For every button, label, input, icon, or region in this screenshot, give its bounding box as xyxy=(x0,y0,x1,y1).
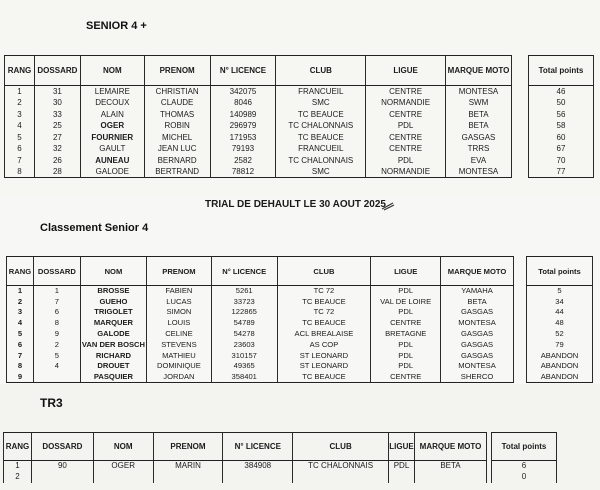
licence-cell: 79193 xyxy=(210,143,276,155)
rank-cell: 3 xyxy=(5,109,35,121)
bib-cell: 26 xyxy=(34,155,80,167)
table-row xyxy=(7,286,514,297)
league-cell: PDL xyxy=(366,155,446,167)
club-cell: ST LEONARD xyxy=(277,350,371,361)
licence-cell: 384908 xyxy=(223,461,293,472)
bib-cell: 1 xyxy=(33,286,80,297)
first-name-cell: MICHEL xyxy=(144,132,210,144)
last-name-cell: GUEHO xyxy=(80,296,146,307)
last-name-cell: GALODE xyxy=(80,166,144,178)
points-row xyxy=(529,132,594,144)
table-row xyxy=(7,350,514,361)
first-name-cell: FABIEN xyxy=(147,286,212,297)
bike-brand-cell: BETA xyxy=(441,296,514,307)
first-name-cell: CLAUDE xyxy=(144,97,210,109)
total-points-cell: 77 xyxy=(529,166,594,178)
last-name-cell: GAULT xyxy=(80,143,144,155)
total-points-cell: 46 xyxy=(529,86,594,98)
last-name-cell xyxy=(93,472,153,483)
licence-cell: 122865 xyxy=(211,307,277,318)
league-cell xyxy=(389,472,415,483)
table-row xyxy=(5,86,512,98)
last-name-cell: RICHARD xyxy=(80,350,146,361)
points-header: Total points xyxy=(492,433,557,461)
total-points-cell: 52 xyxy=(527,329,593,340)
total-points-cell: ABANDON xyxy=(527,350,593,361)
total-points-cell: 6 xyxy=(492,461,557,472)
club-cell: TC 72 xyxy=(277,286,371,297)
bike-brand-cell: GASGAS xyxy=(445,132,511,144)
total-points-cell: 48 xyxy=(527,318,593,329)
total-points-cell: 79 xyxy=(527,339,593,350)
bib-cell xyxy=(31,472,93,483)
first-name-cell: LUCAS xyxy=(147,296,212,307)
licence-cell: 358401 xyxy=(211,372,277,383)
rank-cell: 3 xyxy=(7,307,34,318)
handwritten-correction-mark xyxy=(381,201,395,211)
bib-cell: 27 xyxy=(34,132,80,144)
points-row xyxy=(529,155,594,167)
rank-cell: 7 xyxy=(5,155,35,167)
bib-cell: 33 xyxy=(34,109,80,121)
total-points-cell: 60 xyxy=(529,132,594,144)
column-header-club: CLUB xyxy=(277,257,371,286)
first-name-cell: LOUIS xyxy=(147,318,212,329)
rank-cell: 2 xyxy=(7,296,34,307)
last-name-cell: ALAIN xyxy=(80,109,144,121)
points-table-tr3 xyxy=(491,432,557,483)
table-header-row xyxy=(4,433,487,461)
event-title: TRIAL DE DEHAULT LE 30 AOUT 2025 xyxy=(205,199,386,210)
column-header-marque: MARQUE MOTO xyxy=(445,56,511,86)
bib-cell: 25 xyxy=(34,120,80,132)
last-name-cell: OGER xyxy=(93,461,153,472)
first-name-cell: SIMON xyxy=(147,307,212,318)
league-cell: PDL xyxy=(371,339,441,350)
column-header-rang: RANG xyxy=(7,257,34,286)
club-cell: ACL BREALAISE xyxy=(277,329,371,340)
table-row xyxy=(4,472,487,483)
table-row xyxy=(5,155,512,167)
club-cell: TC 72 xyxy=(277,307,371,318)
points-row xyxy=(529,143,594,155)
points-row xyxy=(492,461,557,472)
results-table-tr3 xyxy=(3,432,487,483)
bike-brand-cell: EVA xyxy=(445,155,511,167)
last-name-cell: GALODE xyxy=(80,329,146,340)
bike-brand-cell: MONTESA xyxy=(441,318,514,329)
licence-cell: 140989 xyxy=(210,109,276,121)
club-cell: TC CHALONNAIS xyxy=(276,120,366,132)
bib-cell: 2 xyxy=(33,339,80,350)
club-cell: TC CHALONNAIS xyxy=(276,155,366,167)
total-points-cell: 34 xyxy=(527,296,593,307)
total-points-cell: ABANDON xyxy=(527,361,593,372)
column-header-licence: N° LICENCE xyxy=(210,56,276,86)
column-header-nom: NOM xyxy=(80,56,144,86)
licence-cell: 49365 xyxy=(211,361,277,372)
total-points-cell: 56 xyxy=(529,109,594,121)
league-cell: CENTRE xyxy=(366,109,446,121)
points-row xyxy=(529,166,594,178)
licence-cell xyxy=(223,472,293,483)
results-table-senior4 xyxy=(6,256,514,383)
club-cell: TC CHALONNAIS xyxy=(293,461,389,472)
bike-brand-cell: MONTESA xyxy=(445,166,511,178)
points-body xyxy=(527,286,593,383)
bib-cell: 8 xyxy=(33,318,80,329)
bib-cell: 4 xyxy=(33,361,80,372)
last-name-cell: AUNEAU xyxy=(80,155,144,167)
column-header-club: CLUB xyxy=(276,56,366,86)
table-row xyxy=(7,307,514,318)
points-table-senior4 xyxy=(526,256,593,383)
last-name-cell: DECOUX xyxy=(80,97,144,109)
section-title-senior4: Classement Senior 4 xyxy=(40,222,149,234)
league-cell: CENTRE xyxy=(371,372,441,383)
points-row xyxy=(527,372,593,383)
rank-cell: 8 xyxy=(7,361,34,372)
table-row xyxy=(7,318,514,329)
table-body xyxy=(7,286,514,383)
league-cell: PDL xyxy=(371,350,441,361)
first-name-cell: CHRISTIAN xyxy=(144,86,210,98)
first-name-cell: CELINE xyxy=(147,329,212,340)
club-cell: TC BEAUCE xyxy=(276,109,366,121)
bike-brand-cell: BETA xyxy=(445,109,511,121)
first-name-cell: JORDAN xyxy=(147,372,212,383)
club-cell: TC BEAUCE xyxy=(276,132,366,144)
points-body xyxy=(529,86,594,178)
league-cell: VAL DE LOIRE xyxy=(371,296,441,307)
column-header-ligue: LIGUE xyxy=(389,433,415,461)
points-row xyxy=(492,472,557,483)
section-title-senior4plus: SENIOR 4 + xyxy=(86,20,147,32)
last-name-cell: MARQUER xyxy=(80,318,146,329)
points-row xyxy=(529,120,594,132)
column-header-marque: MARQUE MOTO xyxy=(415,433,487,461)
last-name-cell: VAN DER BOSCH xyxy=(81,339,146,349)
club-cell: SMC xyxy=(276,166,366,178)
bike-brand-cell: GASGAS xyxy=(441,307,514,318)
bib-cell: 5 xyxy=(33,350,80,361)
first-name-cell: JEAN LUC xyxy=(144,143,210,155)
table-body xyxy=(4,461,487,483)
points-row xyxy=(527,296,593,307)
bike-brand-cell: MONTESA xyxy=(445,86,511,98)
points-row xyxy=(527,350,593,361)
column-header-club: CLUB xyxy=(293,433,389,461)
bib-cell: 9 xyxy=(33,329,80,340)
first-name-cell: BERNARD xyxy=(144,155,210,167)
league-cell: CENTRE xyxy=(366,143,446,155)
club-cell: TC BEAUCE xyxy=(277,296,371,307)
last-name-cell: TRIGOLET xyxy=(80,307,146,318)
column-header-licence: N° LICENCE xyxy=(211,257,277,286)
club-cell: TC BEAUCE xyxy=(277,318,371,329)
bike-brand-cell: SHERCO xyxy=(441,372,514,383)
column-header-prenom: PRENOM xyxy=(144,56,210,86)
rank-cell: 5 xyxy=(7,329,34,340)
total-points-cell: 70 xyxy=(529,155,594,167)
first-name-cell: MATHIEU xyxy=(147,350,212,361)
club-cell: SMC xyxy=(276,97,366,109)
results-table-senior4plus xyxy=(4,55,512,178)
points-table-senior4plus xyxy=(528,55,594,178)
league-cell: PDL xyxy=(371,307,441,318)
points-header: Total points xyxy=(529,56,594,86)
licence-cell: 2582 xyxy=(210,155,276,167)
club-cell: TC BEAUCE xyxy=(277,372,371,383)
league-cell: NORMANDIE xyxy=(366,97,446,109)
column-header-dossard: DOSSARD xyxy=(31,433,93,461)
points-row xyxy=(527,307,593,318)
column-header-prenom: PRENOM xyxy=(153,433,223,461)
table-row xyxy=(7,339,514,350)
table-row xyxy=(5,166,512,178)
league-cell: BRETAGNE xyxy=(371,329,441,340)
points-row xyxy=(527,286,593,297)
bike-brand-cell: GASGAS xyxy=(441,350,514,361)
bib-cell xyxy=(33,372,80,383)
total-points-cell: ABANDON xyxy=(527,372,593,383)
column-header-ligue: LIGUE xyxy=(366,56,446,86)
rank-cell: 2 xyxy=(5,97,35,109)
column-header-prenom: PRENOM xyxy=(147,257,212,286)
rank-cell: 1 xyxy=(5,86,35,98)
rank-cell: 7 xyxy=(7,350,34,361)
club-cell xyxy=(293,472,389,483)
licence-cell: 23603 xyxy=(211,339,277,350)
bike-brand-cell: SWM xyxy=(445,97,511,109)
club-cell: AS COP xyxy=(277,339,371,350)
league-cell: CENTRE xyxy=(366,132,446,144)
rank-cell: 4 xyxy=(5,120,35,132)
licence-cell: 8046 xyxy=(210,97,276,109)
first-name-cell: STEVENS xyxy=(147,339,212,350)
licence-cell: 78812 xyxy=(210,166,276,178)
total-points-cell: 0 xyxy=(492,472,557,483)
licence-cell: 310157 xyxy=(211,350,277,361)
bib-cell: 7 xyxy=(33,296,80,307)
club-cell: FRANCUEIL xyxy=(276,86,366,98)
points-row xyxy=(529,86,594,98)
licence-cell: 5261 xyxy=(211,286,277,297)
first-name-cell: BERTRAND xyxy=(144,166,210,178)
league-cell: PDL xyxy=(366,120,446,132)
column-header-dossard: DOSSARD xyxy=(33,257,80,286)
league-cell: PDL xyxy=(389,461,415,472)
bib-cell: 31 xyxy=(34,86,80,98)
last-name-cell: BROSSE xyxy=(80,286,146,297)
rank-cell: 1 xyxy=(4,461,32,472)
table-header-row xyxy=(5,56,512,86)
points-row xyxy=(529,97,594,109)
bib-cell: 6 xyxy=(33,307,80,318)
first-name-cell xyxy=(153,472,223,483)
table-row xyxy=(4,461,487,472)
table-row xyxy=(5,132,512,144)
league-cell: CENTRE xyxy=(371,318,441,329)
rank-cell: 6 xyxy=(5,143,35,155)
column-header-dossard: DOSSARD xyxy=(34,56,80,86)
points-body xyxy=(492,461,557,483)
bike-brand-cell: GASGAS xyxy=(441,329,514,340)
column-header-nom: NOM xyxy=(80,257,146,286)
rank-cell: 4 xyxy=(7,318,34,329)
column-header-rang: RANG xyxy=(5,56,35,86)
rank-cell: 1 xyxy=(7,286,34,297)
table-row xyxy=(7,329,514,340)
first-name-cell: THOMAS xyxy=(144,109,210,121)
bike-brand-cell: BETA xyxy=(415,461,487,472)
bike-brand-cell xyxy=(415,472,487,483)
points-row xyxy=(527,318,593,329)
last-name-cell: LEMAIRE xyxy=(80,86,144,98)
rank-cell: 9 xyxy=(7,372,34,383)
bib-cell: 90 xyxy=(31,461,93,472)
table-row xyxy=(7,372,514,383)
rank-cell: 8 xyxy=(5,166,35,178)
licence-cell: 33723 xyxy=(211,296,277,307)
club-cell: ST LEONARD xyxy=(277,361,371,372)
points-header: Total points xyxy=(527,257,593,286)
licence-cell: 342075 xyxy=(210,86,276,98)
total-points-cell: 44 xyxy=(527,307,593,318)
points-row xyxy=(529,109,594,121)
rank-cell: 2 xyxy=(4,472,32,483)
bib-cell: 28 xyxy=(34,166,80,178)
first-name-cell: ROBIN xyxy=(144,120,210,132)
bib-cell: 32 xyxy=(34,143,80,155)
table-row xyxy=(5,120,512,132)
bike-brand-cell: GASGAS xyxy=(441,339,514,350)
last-name-cell: FOURNIER xyxy=(80,132,144,144)
points-row xyxy=(527,329,593,340)
total-points-cell: 5 xyxy=(527,286,593,297)
club-cell: FRANCUEIL xyxy=(276,143,366,155)
licence-cell: 296979 xyxy=(210,120,276,132)
licence-cell: 54789 xyxy=(211,318,277,329)
table-header-row xyxy=(7,257,514,286)
bike-brand-cell: MONTESA xyxy=(441,361,514,372)
table-row xyxy=(7,296,514,307)
column-header-licence: N° LICENCE xyxy=(223,433,293,461)
league-cell: PDL xyxy=(371,361,441,372)
bib-cell: 30 xyxy=(34,97,80,109)
league-cell: CENTRE xyxy=(366,86,446,98)
table-row xyxy=(5,109,512,121)
bike-brand-cell: TRRS xyxy=(445,143,511,155)
table-row xyxy=(5,97,512,109)
last-name-cell: DROUET xyxy=(80,361,146,372)
points-row xyxy=(527,339,593,350)
table-body xyxy=(5,86,512,178)
points-row xyxy=(527,361,593,372)
rank-cell: 5 xyxy=(5,132,35,144)
column-header-rang: RANG xyxy=(4,433,32,461)
league-cell: NORMANDIE xyxy=(366,166,446,178)
column-header-nom: NOM xyxy=(93,433,153,461)
last-name-cell: OGER xyxy=(80,120,144,132)
table-row xyxy=(5,143,512,155)
section-title-tr3: TR3 xyxy=(40,396,63,410)
total-points-cell: 50 xyxy=(529,97,594,109)
bike-brand-cell: YAMAHA xyxy=(441,286,514,297)
bike-brand-cell: BETA xyxy=(445,120,511,132)
licence-cell: 171953 xyxy=(210,132,276,144)
total-points-cell: 58 xyxy=(529,120,594,132)
column-header-marque: MARQUE MOTO xyxy=(441,257,514,286)
rank-cell: 6 xyxy=(7,339,34,350)
table-row xyxy=(7,361,514,372)
first-name-cell: MARIN xyxy=(153,461,223,472)
licence-cell: 54278 xyxy=(211,329,277,340)
last-name-cell: PASQUIER xyxy=(80,372,146,383)
total-points-cell: 67 xyxy=(529,143,594,155)
first-name-cell: DOMINIQUE xyxy=(147,361,212,372)
league-cell: PDL xyxy=(371,286,441,297)
column-header-ligue: LIGUE xyxy=(371,257,441,286)
